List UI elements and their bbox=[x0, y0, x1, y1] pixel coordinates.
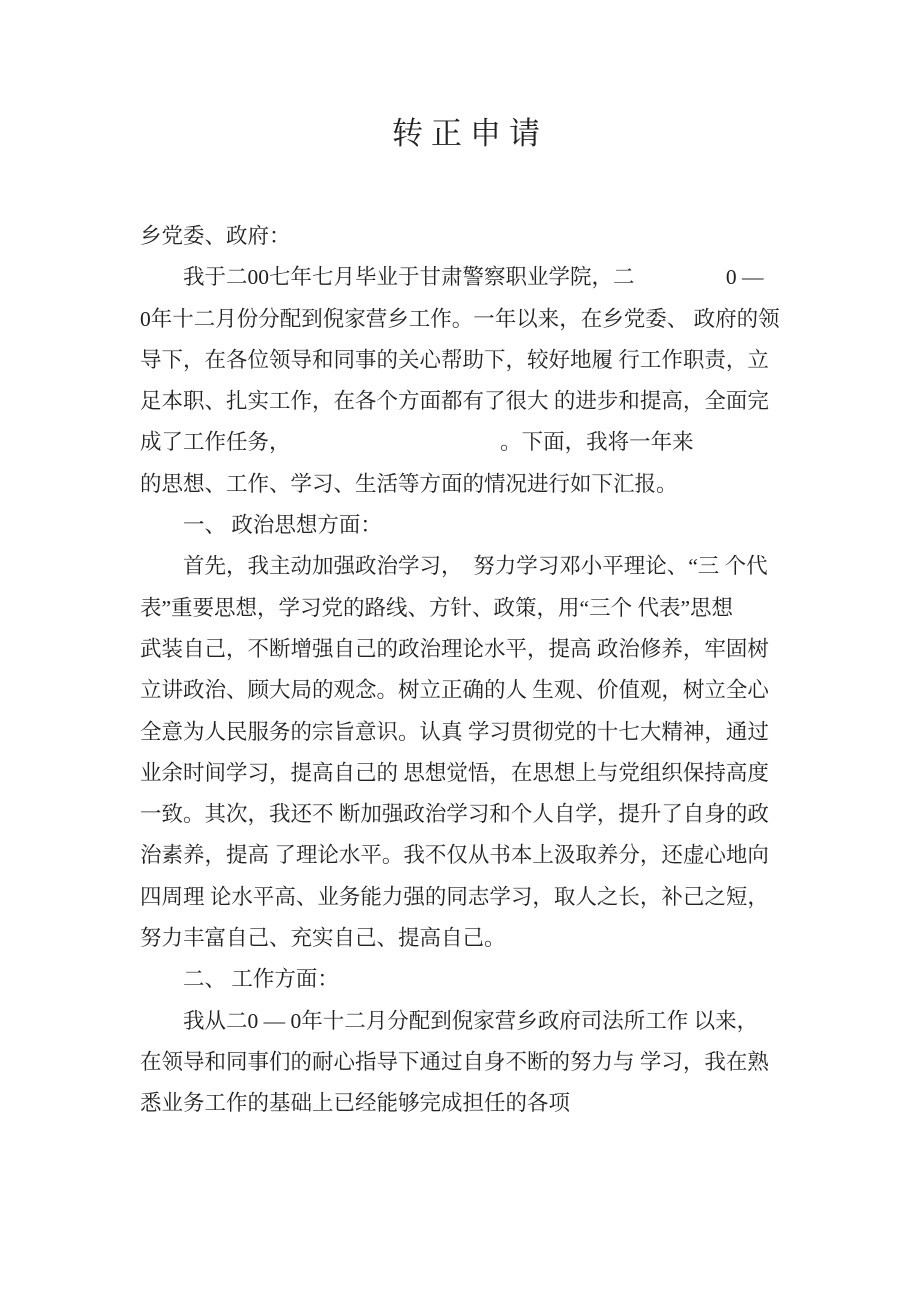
document-line: 首先，我主动加强政治学习， 努力学习邓小平理论、“三 个代 bbox=[140, 554, 768, 579]
document-line: 0年十二月份分配到倪家营乡工作。一年以来，在乡党委、 政府的领 bbox=[140, 306, 780, 331]
document-line: 一致。其次，我还不 断加强政治学习和个人自学，提升了自身的政 bbox=[140, 802, 769, 827]
document-title: 转正申请 bbox=[392, 116, 548, 151]
document-line: 努力丰富自己、充实自己、提高自己。 bbox=[140, 926, 506, 951]
document-line: 我于二00七年七月毕业于甘肃警察职业学院，二 0 — bbox=[140, 265, 764, 290]
document-line: 表”重要思想，学习党的路线、方针、政策，用“三个 代表”思想 bbox=[140, 595, 734, 620]
document-line: 的思想、工作、学习、生活等方面的情况进行如下汇报。 bbox=[140, 471, 678, 496]
document-line: 二、 工作方面： bbox=[140, 967, 339, 992]
document-line: 武装自己，不断增强自己的政治理论水平，提高 政治修养，牢固树 bbox=[140, 636, 769, 661]
document-line: 我从二0 — 0年十二月分配到倪家营乡政府司法所工作 以来， bbox=[140, 1008, 759, 1033]
document-line: 一、 政治思想方面： bbox=[140, 513, 382, 538]
document-line: 在领导和同事们的耐心指导下通过自身不断的努力与 学习，我在熟 bbox=[140, 1049, 769, 1074]
document-line: 治素养，提高 了理论水平。我不仅从书本上汲取养分，还虚心地向 bbox=[140, 843, 769, 868]
document-line: 业余时间学习，提高自己的 思想觉悟，在思想上与党组织保持高度 bbox=[140, 760, 769, 785]
document-body bbox=[0, 216, 920, 1125]
document-line: 立讲政治、顾大局的观念。树立正确的人 生观、价值观，树立全心 bbox=[140, 678, 769, 703]
document-line: 导下，在各位领导和同事的关心帮助下，较好地履 行工作职责，立 bbox=[140, 347, 769, 372]
document-line: 足本职、扎实工作，在各个方面都有了很大 的进步和提高，全面完 bbox=[140, 389, 769, 414]
document-line: 悉业务工作的基础上已经能够完成担任的各项 bbox=[140, 1091, 571, 1116]
document-line: 成了工作任务， 。下面，我将一年来 bbox=[140, 430, 694, 455]
document-line: 全意为人民服务的宗旨意识。认真 学习贯彻党的十七大精神，通过 bbox=[140, 719, 769, 744]
document-line: 四周理 论水平高、业务能力强的同志学习，取人之长，补己之短， bbox=[140, 884, 769, 909]
document-line: 乡党委、政府： bbox=[140, 224, 291, 248]
